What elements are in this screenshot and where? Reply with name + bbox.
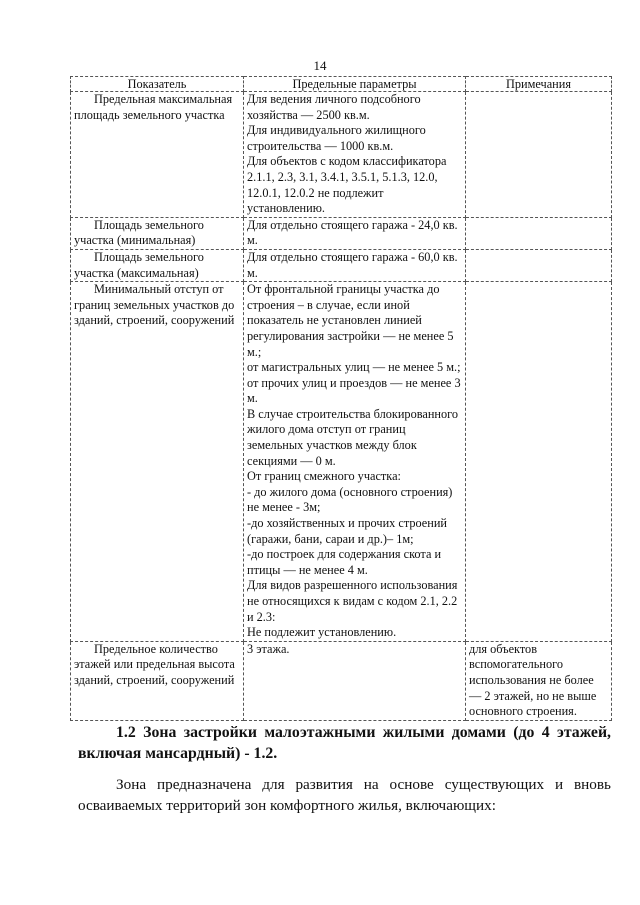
section-title: 1.2 Зона застройки малоэтажными жилыми домами (до 4 этажей, включая мансардный) - 1.2. (78, 724, 611, 762)
parameters-cell (244, 641, 466, 720)
parameters-text: От фронтальной границы участка до строения – в случае, если иной показатель не установлен линией регулирования застройки — не менее 5 м.; от магистральных улиц — не менее 5 м.; от прочих улиц и проездов — не менее 3 м. В случае строительства блокированного жилого дома отступ от границ земельных участков между блок секциями — 0 м. От границ смежного участка: - до жилого дома (основного строения) не менее - 3м; -до хозяйственных и прочих строений (гаражи, бани, сараи и др.)– 1м; -до построек для содержания скота и птицы — не менее 4 м. Для видов разрешенного использования не относящихся к видам с кодом 2.1, 2.2 и 2.3: Не подлежит установлению. (247, 282, 461, 640)
table-row (71, 249, 612, 281)
note-cell (466, 249, 612, 281)
note-cell (466, 641, 612, 720)
indicator-cell (71, 282, 244, 642)
indicator-text: Предельная максимальная площадь земельного участка (74, 92, 233, 122)
parameters-text: 3 этажа. (247, 641, 290, 656)
note-cell (466, 282, 612, 642)
parameters-cell (244, 217, 466, 249)
indicator-text: Минимальный отступ от границ земельных участков до зданий, строений, сооружений (74, 282, 235, 328)
indicator-text: Площадь земельного участка (максимальная) (74, 249, 204, 280)
table-row (71, 92, 612, 218)
parameters-cell (244, 249, 466, 281)
indicator-cell (71, 217, 244, 249)
parameters-cell (244, 282, 466, 642)
header-indicator: Показатель (71, 77, 244, 92)
table-row (71, 641, 612, 720)
table-header-row (71, 77, 612, 92)
indicator-cell (71, 92, 244, 218)
indicator-text: Площадь земельного участка (минимальная) (74, 217, 204, 248)
parameters-table (70, 76, 612, 721)
indicator-text: Предельное количество этажей или предельная высота зданий, строений, сооружений (74, 641, 235, 687)
note-text: для объектов вспомогательного использования не более — 2 этажей, но не выше основного строения. (469, 641, 597, 719)
page-number: 14 (313, 58, 327, 73)
note-cell (466, 217, 612, 249)
header-notes: Примечания (466, 77, 612, 92)
table-row (71, 217, 612, 249)
parameters-text: Для отдельно стоящего гаража - 60,0 кв. м. (247, 249, 458, 280)
indicator-cell (71, 641, 244, 720)
note-cell (466, 92, 612, 218)
header-parameters: Предельные параметры (244, 77, 466, 92)
section-paragraph: Зона предназначена для развития на основе существующих и вновь осваиваемых территорий зон комфортного жилья, включающих: (78, 776, 611, 814)
parameters-text: Для отдельно стоящего гаража - 24,0 кв. м. (247, 217, 458, 248)
parameters-cell (244, 92, 466, 218)
indicator-cell (71, 249, 244, 281)
table-row (71, 282, 612, 642)
parameters-text: Для ведения личного подсобного хозяйства — 2500 кв.м. Для индивидуального жилищного строительства — 1000 кв.м. Для объектов с кодом классификатора 2.1.1, 2.3, 3.1, 3.4.1, 3.5.1, 5.1.3, 12.0, 12.0.1, 12.0.2 не подлежит установлению. (247, 92, 447, 216)
